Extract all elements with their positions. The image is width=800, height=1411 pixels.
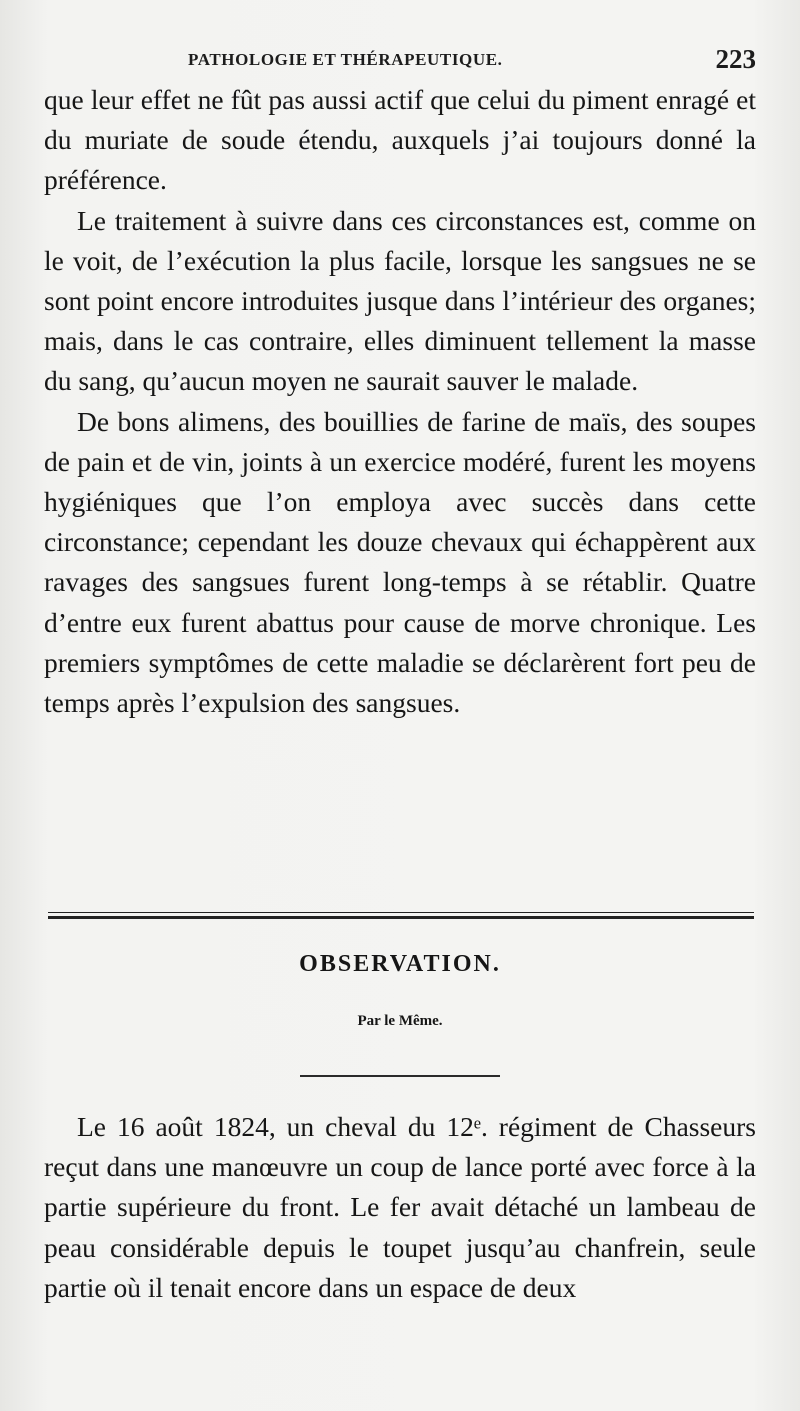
page-number: 223 — [715, 44, 756, 74]
paragraph-continuation: que leur effet ne fût pas aussi actif que celui du piment enragé et du muriate de soude étendu, auxquels j’ai toujours donné la préférence. — [44, 84, 756, 196]
running-title: PATHOLOGIE ET THÉRAPEUTIQUE. — [188, 50, 503, 69]
short-rule — [300, 1075, 500, 1077]
observation-text — [44, 1107, 756, 1308]
paragraph-hygiene: De bons alimens, des bouillies de farine de maïs, des soupes de pain et de vin, joints à un exercice modéré, furent les moyens hygiéniques que l’on employa avec succès dans cette circonstance; cependant les douze chevaux qui échappèrent aux ravages des sangsues furent long-temps à se rétablir. Quatre d’entre eux furent abattus pour cause de morve chronique. Les premiers symptômes de cette maladie se déclarèrent fort peu de temps après l’expulsion des sangsues. — [44, 405, 756, 719]
page-header — [0, 44, 800, 78]
observation-author: Par le Même. — [357, 1013, 443, 1029]
paragraph-observation: Le 16 août 1824, un cheval du 12ᵉ. régiment de Chasseurs reçut dans une manœuvre un coup de lance porté avec force à la partie supérieure du front. Le fer avait détaché un lambeau de peau considérable depuis le toupet jusqu’au chanfrein, seule partie où il tenait encore dans un espace de deux — [44, 1111, 756, 1303]
section-divider — [48, 912, 754, 919]
main-text — [44, 80, 756, 723]
paragraph-treatment: Le traitement à suivre dans ces circonstances est, comme on le voit, de l’exécution la plus facile, lorsque les sangsues ne se sont point encore introduites jusque dans l’intérieur des organes; mais, dans le cas contraire, elles diminuent tellement la masse du sang, qu’aucun moyen ne saurait sauver le malade. — [44, 204, 756, 397]
observation-heading: OBSERVATION. — [299, 951, 501, 977]
